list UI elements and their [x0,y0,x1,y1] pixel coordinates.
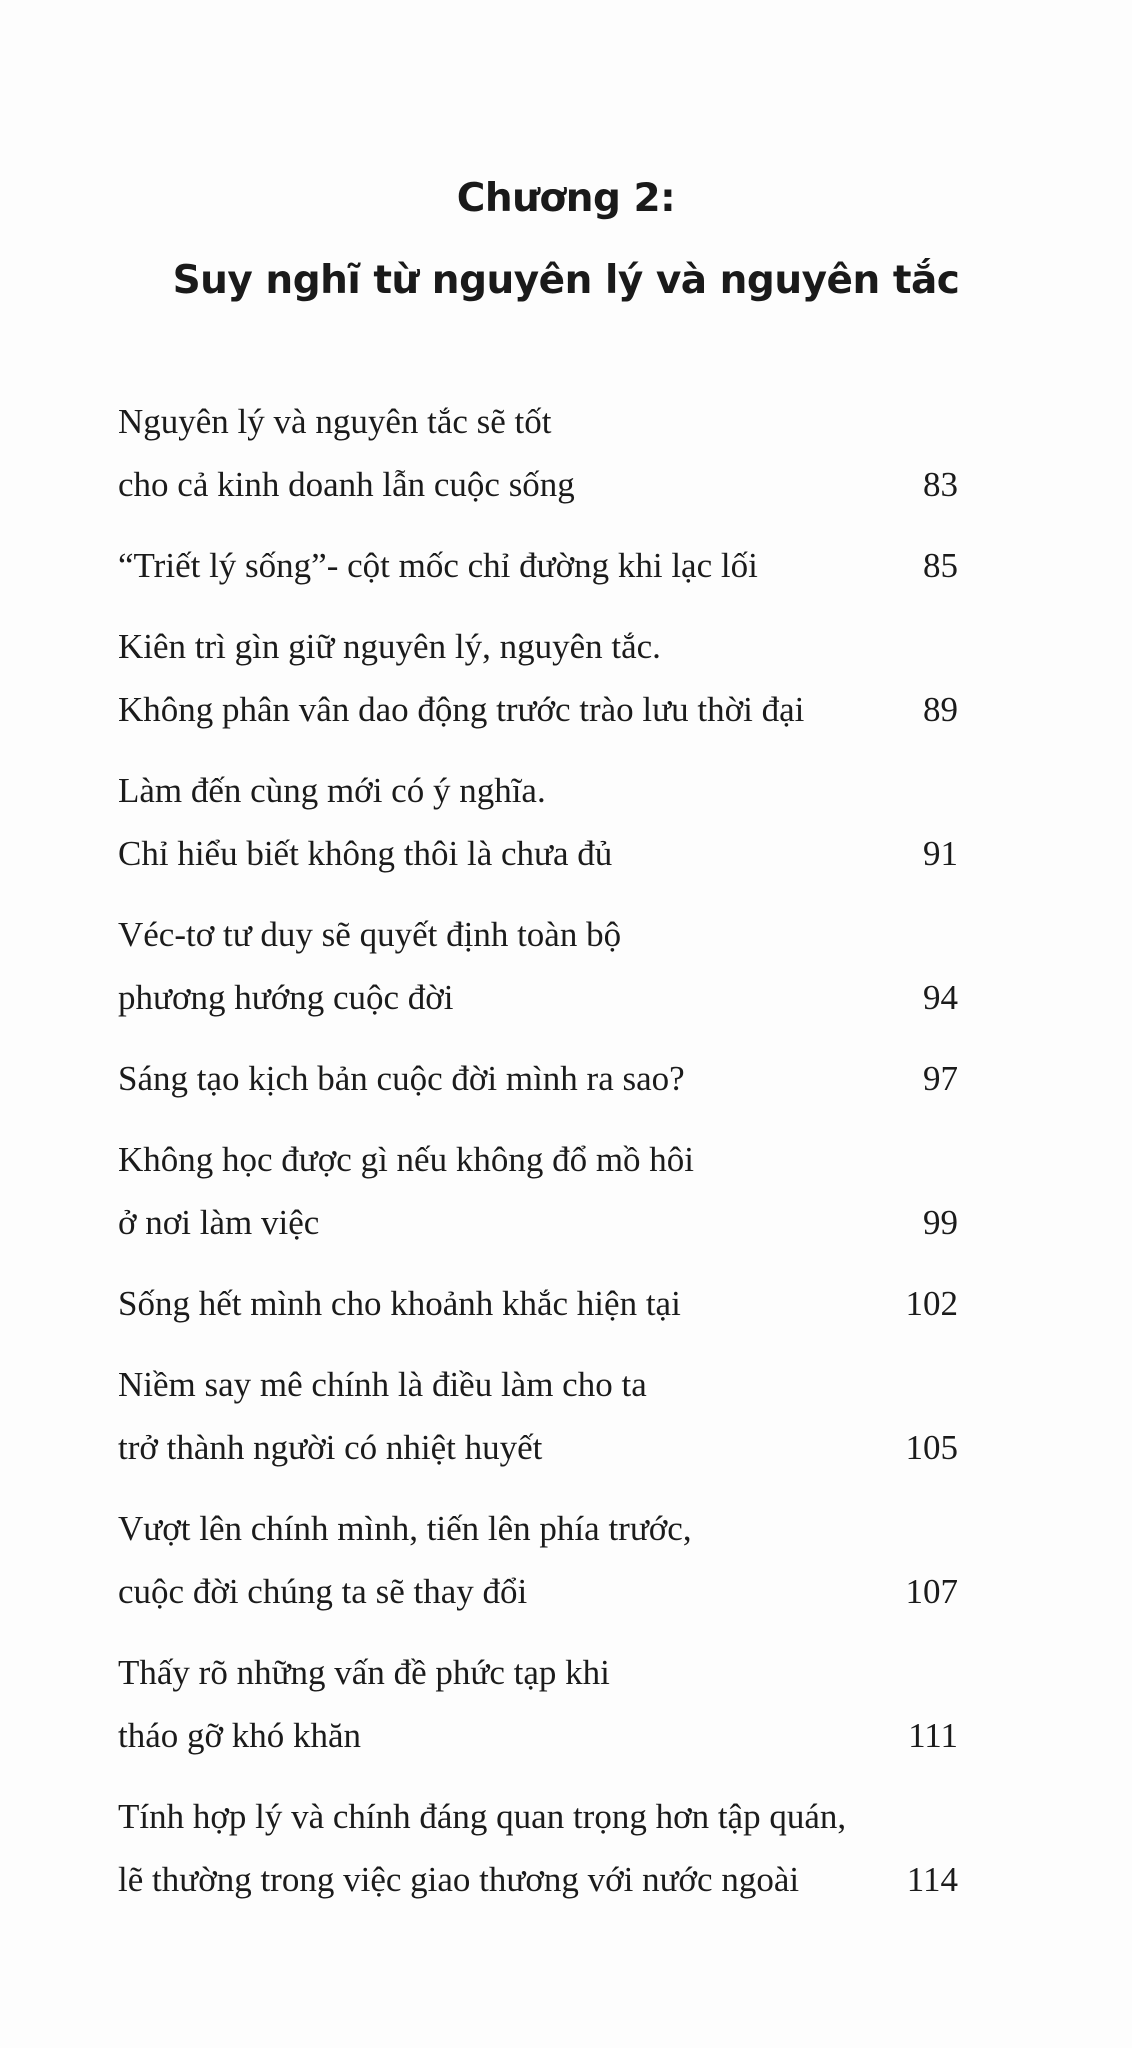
toc-entry-title-line: tháo gỡ khó khăn [118,1716,362,1755]
toc-page-number: 89 [923,690,958,729]
toc-entry-title-line: Sáng tạo kịch bản cuộc đời mình ra sao? [118,1059,685,1098]
toc-entry [118,1047,958,1110]
toc-page-number: 91 [923,834,958,873]
toc-entry-title-line: Thấy rõ những vấn đề phức tạp khi [118,1653,610,1692]
toc-entry [118,759,958,885]
toc-entry-title-line: Véc-tơ tư duy sẽ quyết định toàn bộ [118,915,622,954]
toc-entry-title-line: Tính hợp lý và chính đáng quan trọng hơn tập quán, [118,1797,847,1836]
toc-entry-title-line: Nguyên lý và nguyên tắc sẽ tốt [118,402,552,441]
toc-entry [118,1353,958,1479]
table-of-contents [118,390,958,1929]
toc-entry-title-line: ở nơi làm việc [118,1203,320,1242]
toc-page-number: 105 [905,1428,958,1467]
toc-page-number: 111 [908,1716,958,1755]
toc-entry-title-line: Không học được gì nếu không đổ mồ hôi [118,1140,695,1179]
toc-entry [118,1497,958,1623]
toc-entry-title-line: cuộc đời chúng ta sẽ thay đổi [118,1572,528,1611]
toc-entry [118,1128,958,1254]
toc-entry-title-line: “Triết lý sống”- cột mốc chỉ đường khi lạc lối [118,546,758,585]
toc-page-number: 94 [923,978,958,1017]
toc-entry [118,1785,958,1911]
toc-entry-title-line: Không phân vân dao động trước trào lưu thời đại [118,690,805,729]
chapter-title: Suy nghĩ từ nguyên lý và nguyên tắc [172,258,960,303]
toc-entry-title-line: Sống hết mình cho khoảnh khắc hiện tại [118,1284,681,1323]
toc-page-number: 97 [923,1059,958,1098]
toc-page-number: 83 [923,465,958,504]
toc-entry [118,390,958,516]
toc-entry [118,615,958,741]
toc-entry-title-line: phương hướng cuộc đời [118,978,454,1017]
toc-page-number: 102 [905,1284,958,1323]
toc-entry-title-line: Niềm say mê chính là điều làm cho ta [118,1365,647,1404]
toc-page-number: 85 [923,546,958,585]
toc-page-number: 99 [923,1203,958,1242]
toc-entry-title-line: trở thành người có nhiệt huyết [118,1428,543,1467]
toc-entry [118,1641,958,1767]
toc-entry-title-line: Vượt lên chính mình, tiến lên phía trước, [118,1509,692,1548]
toc-entry-title-line: cho cả kinh doanh lẫn cuộc sống [118,465,575,504]
toc-entry [118,1272,958,1335]
toc-entry-title-line: Làm đến cùng mới có ý nghĩa. [118,771,546,810]
toc-entry [118,903,958,1029]
chapter-number: Chương 2: [456,176,676,221]
toc-entry-title-line: Chỉ hiểu biết không thôi là chưa đủ [118,834,613,873]
toc-entry [118,534,958,597]
toc-entry-title-line: lẽ thường trong việc giao thương với nước ngoài [118,1860,800,1899]
toc-page-number: 107 [905,1572,958,1611]
toc-page-number: 114 [906,1860,958,1899]
toc-entry-title-line: Kiên trì gìn giữ nguyên lý, nguyên tắc. [118,627,661,666]
